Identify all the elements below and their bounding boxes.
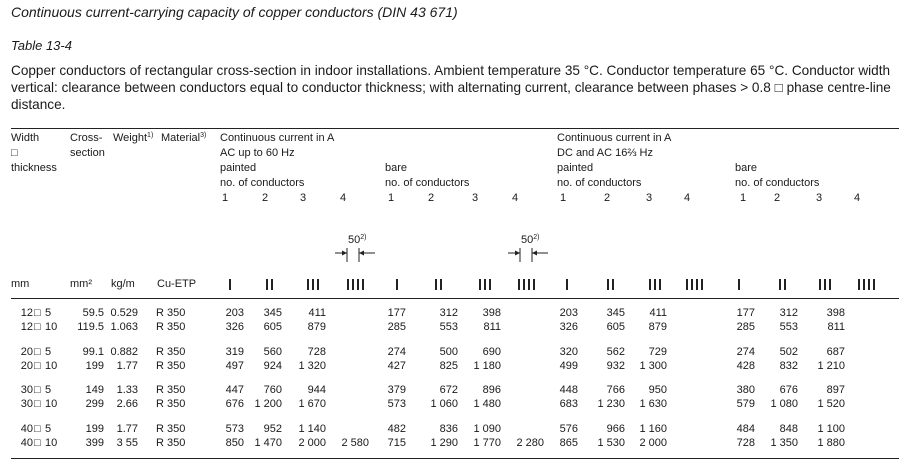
cell-current-ac-p-3: 1 670 xyxy=(298,398,326,410)
cell-cross-section: 59.5 xyxy=(82,307,104,319)
unit-weight: kg/m xyxy=(111,278,135,290)
cell-current-dc-p-2: 562 xyxy=(606,346,625,358)
cell-current-ac-p-1: 319 xyxy=(225,346,244,358)
header-top-rule xyxy=(11,128,899,129)
cell-current-ac-p-2: 952 xyxy=(263,423,282,435)
cell-current-dc-p-1: 320 xyxy=(559,346,578,358)
cell-current-dc-p-1: 576 xyxy=(559,423,578,435)
conductor-bars-4-icon xyxy=(347,279,367,290)
cell-current-ac-b-3: 896 xyxy=(482,384,501,396)
cell-current-dc-b-1: 484 xyxy=(736,423,755,435)
cell-weight: 3 55 xyxy=(116,437,138,449)
cell-current-dc-b-2: 676 xyxy=(779,384,798,396)
cell-current-ac-p-1: 573 xyxy=(225,423,244,435)
cell-cross-section: 299 xyxy=(85,398,104,410)
clearance-arrow-icon xyxy=(503,232,553,262)
cell-current-dc-b-2: 312 xyxy=(779,307,798,319)
count-dc-bare-4: 4 xyxy=(854,192,861,204)
cell-current-ac-b-1: 285 xyxy=(387,321,406,333)
cell-material: R 350 xyxy=(156,384,186,396)
conductor-bars-4-icon xyxy=(686,279,706,290)
table-caption: Copper conductors of rectangular cross-section in indoor installations. Ambient temperature 35 °C. Conductor temperature 65 °C. Conductor width vertical: clearance between conductors equal to conductor thickness; with alternating current, clearance between phases > 0.8 □ phase centre-line distance. xyxy=(11,63,891,112)
cell-dimension-symbol: □ xyxy=(34,360,41,372)
cell-current-dc-b-1: 285 xyxy=(736,321,755,333)
header-bottom-rule xyxy=(11,298,899,299)
cell-width: 40 xyxy=(20,437,33,449)
count-dc-painted-1: 1 xyxy=(560,192,567,204)
cell-current-ac-p-1: 850 xyxy=(225,437,244,449)
cell-current-ac-p-3: 1 140 xyxy=(298,423,326,435)
cell-current-ac-p-2: 345 xyxy=(263,307,282,319)
cell-current-dc-p-2: 605 xyxy=(606,321,625,333)
conductor-bars-1-icon xyxy=(566,279,571,290)
header-dc-painted-no: no. of conductors xyxy=(557,177,642,189)
cell-current-dc-b-1: 177 xyxy=(736,307,755,319)
cell-current-dc-b-3: 1 100 xyxy=(817,423,845,435)
unit-material: Cu-ETP xyxy=(157,278,197,290)
conductor-bars-1-icon xyxy=(229,279,234,290)
cell-dimension-symbol: □ xyxy=(34,437,41,449)
cell-weight: 1.33 xyxy=(116,384,138,396)
cell-weight: 0.529 xyxy=(110,307,138,319)
table-bottom-rule xyxy=(11,458,899,459)
cell-current-ac-b-4: 2 280 xyxy=(516,437,544,449)
conductor-bars-1-icon xyxy=(738,279,743,290)
cell-current-ac-b-2: 825 xyxy=(439,360,458,372)
cell-current-ac-b-2: 553 xyxy=(439,321,458,333)
cell-current-dc-p-2: 966 xyxy=(606,423,625,435)
cell-current-ac-p-1: 676 xyxy=(225,398,244,410)
cell-thickness: 5 xyxy=(45,423,52,435)
cell-material: R 350 xyxy=(156,437,186,449)
clearance-arrow-icon xyxy=(330,232,380,262)
cell-current-dc-b-3: 1 880 xyxy=(817,437,845,449)
conductor-bars-1-icon xyxy=(396,279,401,290)
cell-current-ac-b-1: 715 xyxy=(387,437,406,449)
cell-dimension-symbol: □ xyxy=(34,307,41,319)
cell-current-dc-b-1: 428 xyxy=(736,360,755,372)
cell-material: R 350 xyxy=(156,321,186,333)
cell-cross-section: 199 xyxy=(85,360,104,372)
cell-width: 12 xyxy=(20,307,33,319)
cell-current-ac-p-1: 326 xyxy=(225,321,244,333)
cell-current-dc-p-1: 326 xyxy=(559,321,578,333)
cell-current-dc-b-3: 811 xyxy=(827,321,845,333)
cell-current-dc-b-2: 1 350 xyxy=(770,437,798,449)
cell-current-ac-b-1: 177 xyxy=(387,307,406,319)
count-ac-bare-2: 2 xyxy=(428,192,435,204)
cell-cross-section: 199 xyxy=(85,423,104,435)
cell-thickness: 5 xyxy=(45,384,52,396)
cell-dimension-symbol: □ xyxy=(34,321,41,333)
cell-weight: 2.66 xyxy=(116,398,138,410)
header-dc-painted: painted xyxy=(557,162,594,174)
cell-material: R 350 xyxy=(156,423,186,435)
cell-current-ac-p-2: 1 470 xyxy=(254,437,282,449)
cell-current-dc-p-1: 499 xyxy=(559,360,578,372)
cell-current-ac-b-2: 312 xyxy=(439,307,458,319)
cell-dimension-symbol: □ xyxy=(34,423,41,435)
count-dc-painted-4: 4 xyxy=(684,192,691,204)
cell-current-ac-b-3: 690 xyxy=(482,346,501,358)
cell-current-dc-b-1: 728 xyxy=(736,437,755,449)
cell-current-ac-p-3: 1 320 xyxy=(298,360,326,372)
cell-weight: 0.882 xyxy=(110,346,138,358)
cell-current-ac-p-2: 924 xyxy=(263,360,282,372)
cell-current-ac-p-1: 497 xyxy=(225,360,244,372)
count-dc-painted-3: 3 xyxy=(646,192,653,204)
count-ac-painted-3: 3 xyxy=(300,192,307,204)
cell-current-dc-b-1: 579 xyxy=(736,398,755,410)
cell-current-dc-p-2: 345 xyxy=(606,307,625,319)
cell-dimension-symbol: □ xyxy=(34,398,41,410)
cell-current-ac-p-2: 605 xyxy=(263,321,282,333)
cell-current-dc-p-3: 2 000 xyxy=(639,437,667,449)
count-ac-painted-4: 4 xyxy=(340,192,347,204)
cell-thickness: 10 xyxy=(45,398,58,410)
cell-current-dc-p-3: 950 xyxy=(648,384,667,396)
cell-current-ac-p-3: 944 xyxy=(307,384,326,396)
count-dc-bare-2: 2 xyxy=(774,192,781,204)
cell-current-ac-b-1: 573 xyxy=(387,398,406,410)
conductor-bars-3-icon xyxy=(307,279,322,290)
cell-cross-section: 399 xyxy=(85,437,104,449)
cell-dimension-symbol: □ xyxy=(34,384,41,396)
unit-area: mm² xyxy=(70,278,92,290)
conductor-bars-3-icon xyxy=(649,279,664,290)
cell-current-dc-b-2: 1 080 xyxy=(770,398,798,410)
cell-current-dc-p-3: 1 160 xyxy=(639,423,667,435)
cell-current-ac-p-3: 411 xyxy=(308,307,326,319)
header-dc-frequency: DC and AC 16⅔ Hz xyxy=(557,147,653,159)
conductor-bars-2-icon xyxy=(266,279,276,290)
cell-current-ac-b-1: 379 xyxy=(387,384,406,396)
header-width: Width xyxy=(11,132,40,144)
count-dc-bare-3: 3 xyxy=(816,192,823,204)
cell-current-dc-p-1: 683 xyxy=(559,398,578,410)
cell-current-dc-b-1: 380 xyxy=(736,384,755,396)
cell-current-dc-p-2: 1 530 xyxy=(597,437,625,449)
cell-current-ac-p-4: 2 580 xyxy=(341,437,369,449)
header-ac-bare-no: no. of conductors xyxy=(385,177,470,189)
header-cross: Cross- xyxy=(70,132,103,144)
count-ac-painted-2: 2 xyxy=(262,192,269,204)
count-dc-bare-1: 1 xyxy=(740,192,747,204)
cell-current-dc-b-3: 897 xyxy=(826,384,845,396)
conductor-bars-4-icon xyxy=(518,279,538,290)
cell-current-ac-b-3: 811 xyxy=(483,321,501,333)
cell-cross-section: 119.5 xyxy=(77,321,104,333)
header-section: section xyxy=(70,147,105,159)
cell-current-ac-p-3: 728 xyxy=(307,346,326,358)
clearance-figure-ac: 50$^{2)}$ xyxy=(330,232,380,262)
cell-current-dc-p-3: 411 xyxy=(649,307,667,319)
table-label: Table 13-4 xyxy=(11,38,72,53)
conductor-bars-2-icon xyxy=(607,279,617,290)
cell-width: 12 xyxy=(20,321,33,333)
cell-current-ac-b-1: 482 xyxy=(387,423,406,435)
conductor-bars-2-icon xyxy=(435,279,445,290)
cell-weight: 1.77 xyxy=(116,360,138,372)
cell-current-ac-b-3: 1 180 xyxy=(473,360,501,372)
cell-current-dc-p-2: 932 xyxy=(606,360,625,372)
cell-current-ac-p-1: 203 xyxy=(225,307,244,319)
cell-weight: 1.77 xyxy=(116,423,138,435)
count-ac-bare-1: 1 xyxy=(388,192,395,204)
cell-current-ac-b-3: 1 770 xyxy=(473,437,501,449)
cell-current-dc-p-2: 1 230 xyxy=(597,398,625,410)
cell-current-dc-b-3: 687 xyxy=(826,346,845,358)
cell-thickness: 5 xyxy=(45,307,52,319)
cell-thickness: 5 xyxy=(45,346,52,358)
cell-current-dc-b-2: 832 xyxy=(779,360,798,372)
count-ac-painted-1: 1 xyxy=(222,192,229,204)
conductor-bars-4-icon xyxy=(858,279,878,290)
cell-weight: 1.063 xyxy=(110,321,138,333)
cell-current-ac-b-2: 836 xyxy=(439,423,458,435)
cell-width: 30 xyxy=(20,398,33,410)
cell-current-ac-p-2: 1 200 xyxy=(254,398,282,410)
cell-current-dc-b-3: 1 520 xyxy=(817,398,845,410)
header-dc-bare: bare xyxy=(735,162,758,174)
cell-current-dc-p-1: 448 xyxy=(559,384,578,396)
cell-current-dc-p-3: 1 300 xyxy=(639,360,667,372)
unit-mm: mm xyxy=(11,278,30,290)
conductor-bars-3-icon xyxy=(819,279,834,290)
cell-current-dc-p-1: 203 xyxy=(559,307,578,319)
cell-current-dc-p-3: 1 630 xyxy=(639,398,667,410)
cell-thickness: 10 xyxy=(45,321,58,333)
count-ac-bare-3: 3 xyxy=(472,192,479,204)
header-ac-group: Continuous current in A xyxy=(220,132,335,144)
header-ac-bare: bare xyxy=(385,162,408,174)
cell-current-ac-p-3: 2 000 xyxy=(298,437,326,449)
cell-current-ac-b-1: 274 xyxy=(387,346,406,358)
conductor-bars-2-icon xyxy=(779,279,789,290)
cell-width: 30 xyxy=(20,384,33,396)
cell-material: R 350 xyxy=(156,346,186,358)
header-thickness: thickness xyxy=(11,162,57,174)
cell-current-ac-p-1: 447 xyxy=(225,384,244,396)
cell-current-dc-p-3: 879 xyxy=(648,321,667,333)
cell-current-ac-b-2: 672 xyxy=(439,384,458,396)
header-dc-bare-no: no. of conductors xyxy=(735,177,820,189)
cell-cross-section: 99.1 xyxy=(82,346,104,358)
cell-width: 20 xyxy=(20,346,33,358)
cell-dimension-symbol: □ xyxy=(34,346,41,358)
cell-current-ac-p-2: 760 xyxy=(263,384,282,396)
header-dc-group: Continuous current in A xyxy=(557,132,672,144)
cell-material: R 350 xyxy=(156,360,186,372)
cell-current-ac-b-3: 398 xyxy=(482,307,501,319)
cell-current-ac-b-2: 1 290 xyxy=(430,437,458,449)
cell-current-ac-b-3: 1 480 xyxy=(473,398,501,410)
document-title: Continuous current-carrying capacity of copper conductors (DIN 43 671) xyxy=(11,4,458,20)
count-dc-painted-2: 2 xyxy=(604,192,611,204)
count-ac-bare-4: 4 xyxy=(512,192,519,204)
cell-current-ac-b-3: 1 090 xyxy=(473,423,501,435)
cell-current-ac-p-2: 560 xyxy=(263,346,282,358)
cell-material: R 350 xyxy=(156,398,186,410)
cell-width: 20 xyxy=(20,360,33,372)
header-ac-painted-no: no. of conductors xyxy=(220,177,305,189)
cell-thickness: 10 xyxy=(45,437,58,449)
header-weight: Weight$^{1)}$ xyxy=(113,132,154,144)
cell-current-ac-b-2: 500 xyxy=(439,346,458,358)
cell-current-dc-p-2: 766 xyxy=(606,384,625,396)
cell-current-dc-b-3: 1 210 xyxy=(817,360,845,372)
cell-material: R 350 xyxy=(156,307,186,319)
cell-thickness: 10 xyxy=(45,360,58,372)
cell-current-dc-b-2: 502 xyxy=(779,346,798,358)
cell-current-ac-b-1: 427 xyxy=(387,360,406,372)
clearance-figure-dc: 50$^{2)}$ xyxy=(503,232,553,262)
cell-current-ac-b-2: 1 060 xyxy=(430,398,458,410)
header-width-symbol: □ xyxy=(11,147,18,159)
conductor-bars-3-icon xyxy=(479,279,494,290)
cell-current-ac-p-3: 879 xyxy=(307,321,326,333)
header-material: Material$^{3)}$ xyxy=(161,132,207,144)
header-ac-frequency: AC up to 60 Hz xyxy=(220,147,295,159)
cell-current-dc-b-1: 274 xyxy=(736,346,755,358)
cell-current-dc-p-3: 729 xyxy=(648,346,667,358)
cell-current-dc-p-1: 865 xyxy=(559,437,578,449)
cell-current-dc-b-3: 398 xyxy=(826,307,845,319)
cell-width: 40 xyxy=(20,423,33,435)
header-ac-painted: painted xyxy=(220,162,257,174)
cell-cross-section: 149 xyxy=(85,384,104,396)
cell-current-dc-b-2: 848 xyxy=(779,423,798,435)
cell-current-dc-b-2: 553 xyxy=(779,321,798,333)
